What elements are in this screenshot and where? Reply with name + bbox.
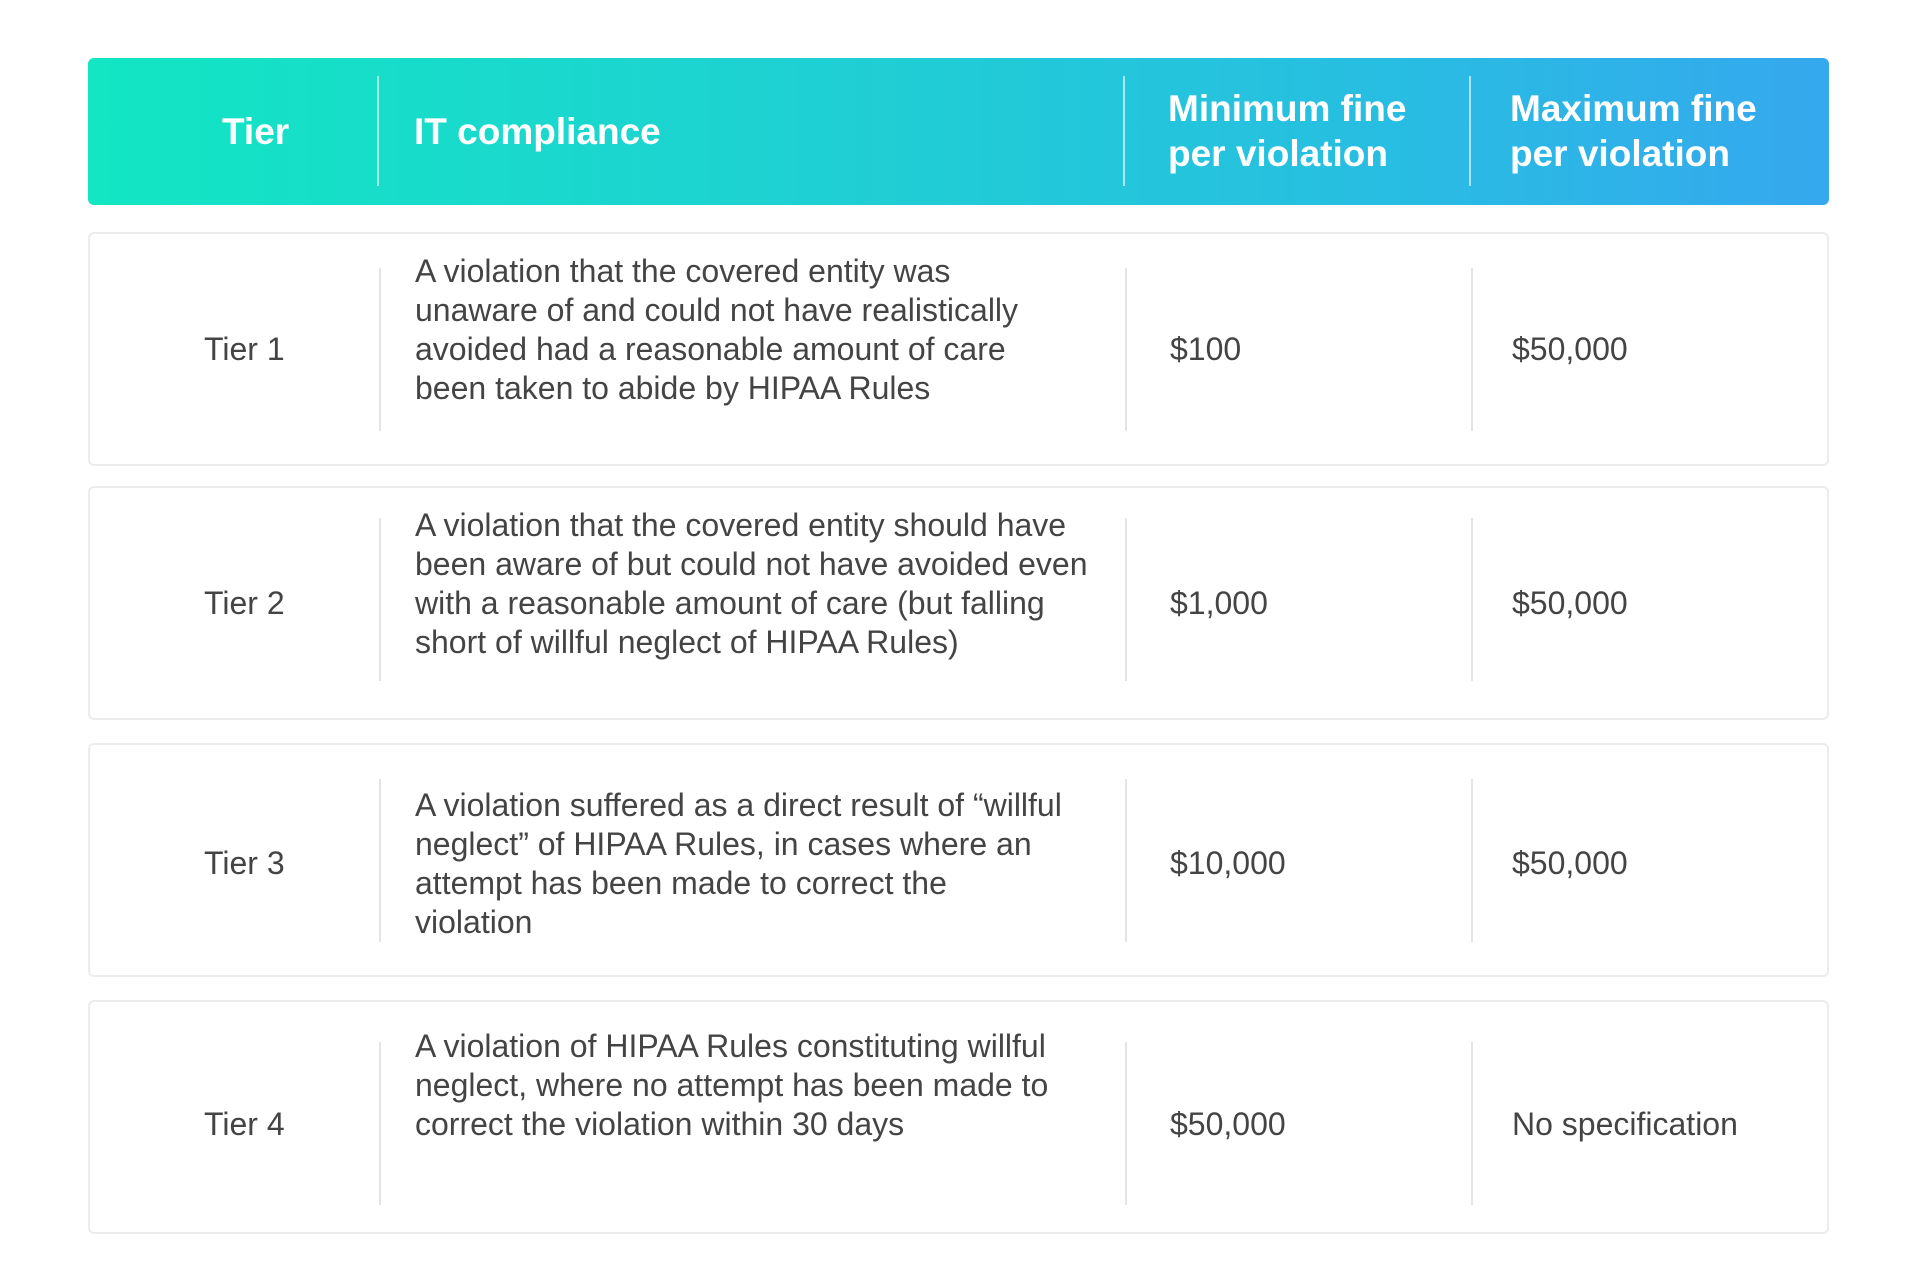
compliance-description: A violation suffered as a direct result of “willful neglect” of HIPAA Rules, in cases where an attempt has been made to correct the violation bbox=[415, 787, 1062, 940]
row-divider bbox=[1125, 1042, 1127, 1205]
header-maximum-fine bbox=[1510, 86, 1757, 176]
compliance-description: A violation of HIPAA Rules constituting willful neglect, where no attempt has been made to correct the violation within 30 days bbox=[415, 1028, 1049, 1142]
row-divider bbox=[1125, 268, 1127, 431]
header-maximum-fine-line2: per violation bbox=[1510, 133, 1730, 174]
row-divider bbox=[1471, 268, 1473, 431]
maximum-fine-value: $50,000 bbox=[1512, 585, 1628, 621]
maximum-fine-value: $50,000 bbox=[1512, 331, 1628, 367]
minimum-fine-value: $50,000 bbox=[1170, 1106, 1286, 1142]
tier-label: Tier 1 bbox=[204, 331, 285, 367]
maximum-fine-value: $50,000 bbox=[1512, 845, 1628, 881]
table-row bbox=[88, 486, 1829, 720]
header-minimum-fine bbox=[1168, 86, 1406, 176]
header-divider bbox=[1123, 76, 1125, 186]
maximum-fine-value: No specification bbox=[1512, 1106, 1738, 1142]
row-divider bbox=[1125, 518, 1127, 681]
table-row bbox=[88, 232, 1829, 466]
tier-label: Tier 4 bbox=[204, 1106, 285, 1142]
row-divider bbox=[1125, 779, 1127, 942]
header-minimum-fine-line1: Minimum fine bbox=[1168, 88, 1407, 129]
table-row bbox=[88, 1000, 1829, 1234]
row-divider bbox=[1471, 518, 1473, 681]
header-tier: Tier bbox=[222, 111, 290, 152]
tier-label: Tier 3 bbox=[204, 845, 285, 881]
compliance-description: A violation that the covered entity should have been aware of but could not have avoided even with a reasonable amount of care (but falling short of willful neglect of HIPAA Rules) bbox=[415, 507, 1088, 660]
tier-label: Tier 2 bbox=[204, 585, 285, 621]
table-row bbox=[88, 743, 1829, 977]
compliance-description: A violation that the covered entity was unaware of and could not have realistically avoided had a reasonable amount of care been taken to abide by HIPAA Rules bbox=[415, 253, 1019, 406]
header-minimum-fine-line2: per violation bbox=[1168, 133, 1388, 174]
header-divider bbox=[1469, 76, 1471, 186]
row-divider bbox=[1471, 1042, 1473, 1205]
minimum-fine-value: $100 bbox=[1170, 331, 1242, 367]
minimum-fine-value: $1,000 bbox=[1170, 585, 1268, 621]
table-header bbox=[88, 58, 1829, 205]
header-maximum-fine-line1: Maximum fine bbox=[1510, 88, 1757, 129]
header-divider bbox=[377, 76, 379, 186]
minimum-fine-value: $10,000 bbox=[1170, 845, 1286, 881]
row-divider bbox=[1471, 779, 1473, 942]
hipaa-tiers-table bbox=[88, 58, 1829, 1142]
header-it-compliance: IT compliance bbox=[414, 111, 661, 152]
